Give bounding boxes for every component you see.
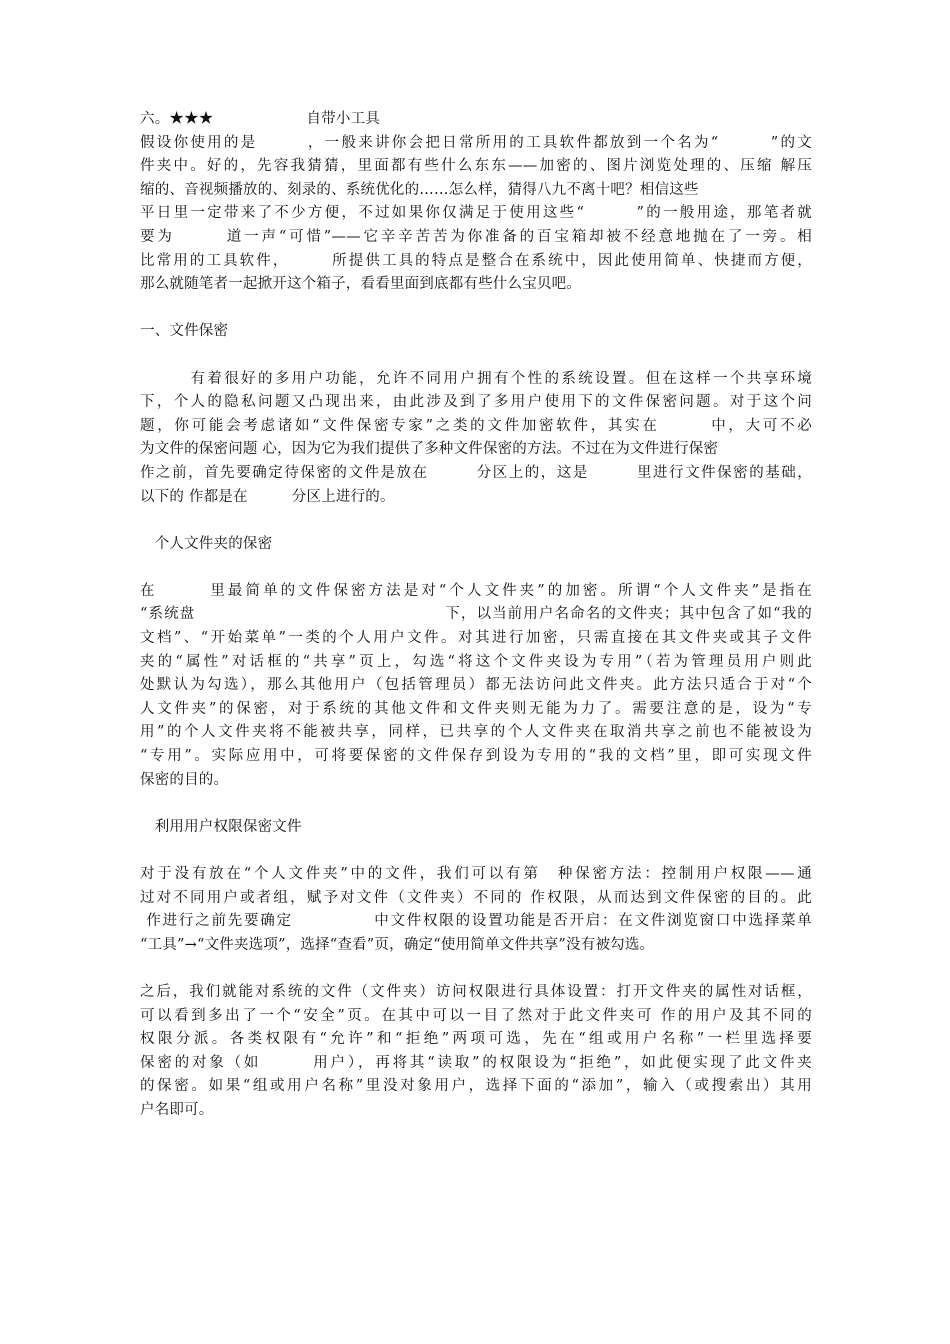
paragraph-line: 有着很好的多用户功能，允许不同用户拥有个性的系统设置。但在这样一个共享环境 — [140, 370, 812, 387]
paragraph-line: 以下的 作都是在 分区上进行的。 — [140, 488, 395, 505]
paragraph-line: 在 里最简单的文件保密方法是对“个人文件夹”的加密。所谓“个人文件夹”是指在 — [140, 582, 812, 599]
paragraph-line: 处默认为勾选），那么其他用户（包括管理员）都无法访问此文件夹。此方法只适合于对“个 — [140, 677, 812, 694]
paragraph-line: 为文件的保密问题 心，因为它为我们提供了多种文件保密的方法。不过在为文件进行保密 — [140, 441, 719, 458]
paragraph-line: 保密的对象（如 用户），再将其“读取”的权限设为“拒绝”，如此便实现了此文件夹 — [140, 1054, 812, 1071]
subsection2-paragraph — [140, 863, 812, 957]
section1-paragraph — [140, 368, 812, 510]
paragraph-line: “系统盘 下，以当前用户名命名的文件夹；其中包含了如“我的 — [140, 606, 812, 623]
paragraph-line: “工具”→“文件夹选项”，选择“查看”页，确定“使用简单文件共享”没有被勾选。 — [140, 936, 655, 953]
paragraph-line: 夹的“属性”对话框的“共享”页上，勾选“将这个文件夹设为专用”（若为管理员用户则此 — [140, 653, 812, 670]
paragraph-line: 可以看到多出了一个“安全”页。在其中可以一目了然对于此文件夹可 作的用户及其不同的 — [140, 1007, 812, 1024]
final-paragraph — [140, 981, 812, 1123]
document-page — [140, 108, 812, 1123]
paragraph-line: 户名即可。 — [140, 1101, 214, 1118]
paragraph-line: 件夹中。好的，先容我猜猜，里面都有些什么东东——加密的、图片浏览处理的、压缩 解压 — [140, 158, 812, 175]
paragraph-line: 题，你可能会考虑诸如“文件保密专家”之类的文件加密软件，其实在 中，大可不必 — [140, 417, 812, 434]
paragraph-line: 对于没有放在“个人文件夹”中的文件，我们可以有第 种保密方法：控制用户权限——通 — [140, 866, 812, 882]
paragraph-line: 文档”、“开始菜单”一类的个人用户文件。对其进行加密，只需直接在其文件夹或其子文件 — [140, 630, 812, 647]
paragraph-line: 用”的个人文件夹将不能被共享，同样，已共享的个人文件夹在取消共享之前也不能被设为 — [140, 724, 812, 741]
paragraph-line: 作之前，首先要确定待保密的文件是放在 分区上的，这是 里进行文件保密的基础， — [140, 464, 812, 481]
paragraph-line: 权限分派。各类权限有“允许”和“拒绝”两项可选，先在“组或用户名称”一栏里选择要 — [140, 1031, 812, 1048]
paragraph-line: 那么就随笔者一起掀开这个箱子，看看里面到底都有些什么宝贝吧。 — [140, 276, 581, 293]
paragraph-line: 要为 道一声“可惜”——它辛辛苦苦为你准备的百宝箱却被不经意地抛在了一旁。相 — [140, 228, 812, 245]
subsection-heading: 利用用户权限保密文件 — [140, 818, 302, 835]
subsection-heading: 个人文件夹的保密 — [140, 535, 273, 552]
paragraph-line: 的保密。如果“组或用户名称”里没对象用户，选择下面的“添加”，输入（或搜索出）其用 — [140, 1078, 812, 1095]
paragraph-line: 下，个人的隐私问题又凸现出来，由此涉及到了多用户使用下的文件保密问题。对于这个问 — [140, 394, 812, 411]
paragraph-line: 保密的目的。 — [140, 771, 229, 788]
paragraph-line: 人文件夹”的保密，对于系统的其他文件和文件夹则无能为力了。需要注意的是，设为“专 — [140, 700, 812, 717]
section-heading: 一、文件保密 — [140, 323, 229, 340]
paragraph-line: 过对不同用户或者组，赋予对文件（文件夹）不同的 作权限，从而达到文件保密的目的。此 — [140, 889, 812, 906]
paragraph-line: 缩的、音视频播放的、刻录的、系统优化的……怎么样，猜得八九不离十吧？相信这些 — [140, 181, 699, 198]
paragraph-line: 作进行之前先要确定 中文件权限的设置功能是否开启：在文件浏览窗口中选择菜单 — [140, 913, 812, 930]
paragraph-line: 之后，我们就能对系统的文件（文件夹）访问权限进行具体设置：打开文件夹的属性对话框， — [140, 983, 812, 1000]
intro-paragraph — [140, 132, 812, 297]
paragraph-line: 假设你使用的是 ，一般来讲你会把日常所用的工具软件都放到一个名为“ ”的文 — [140, 134, 812, 151]
document-title: 六。★★★ 自带小工具 — [140, 111, 381, 127]
paragraph-line: 比常用的工具软件， 所提供工具的特点是整合在系统中，因此使用简单、快捷而方便， — [140, 252, 812, 269]
paragraph-line: “专用”。实际应用中，可将要保密的文件保存到设为专用的“我的文档”里，即可实现文件 — [140, 748, 812, 765]
paragraph-line: 平日里一定带来了不少方便，不过如果你仅满足于使用这些“ ”的一般用途，那笔者就 — [140, 205, 812, 222]
subsection1-paragraph — [140, 580, 812, 792]
